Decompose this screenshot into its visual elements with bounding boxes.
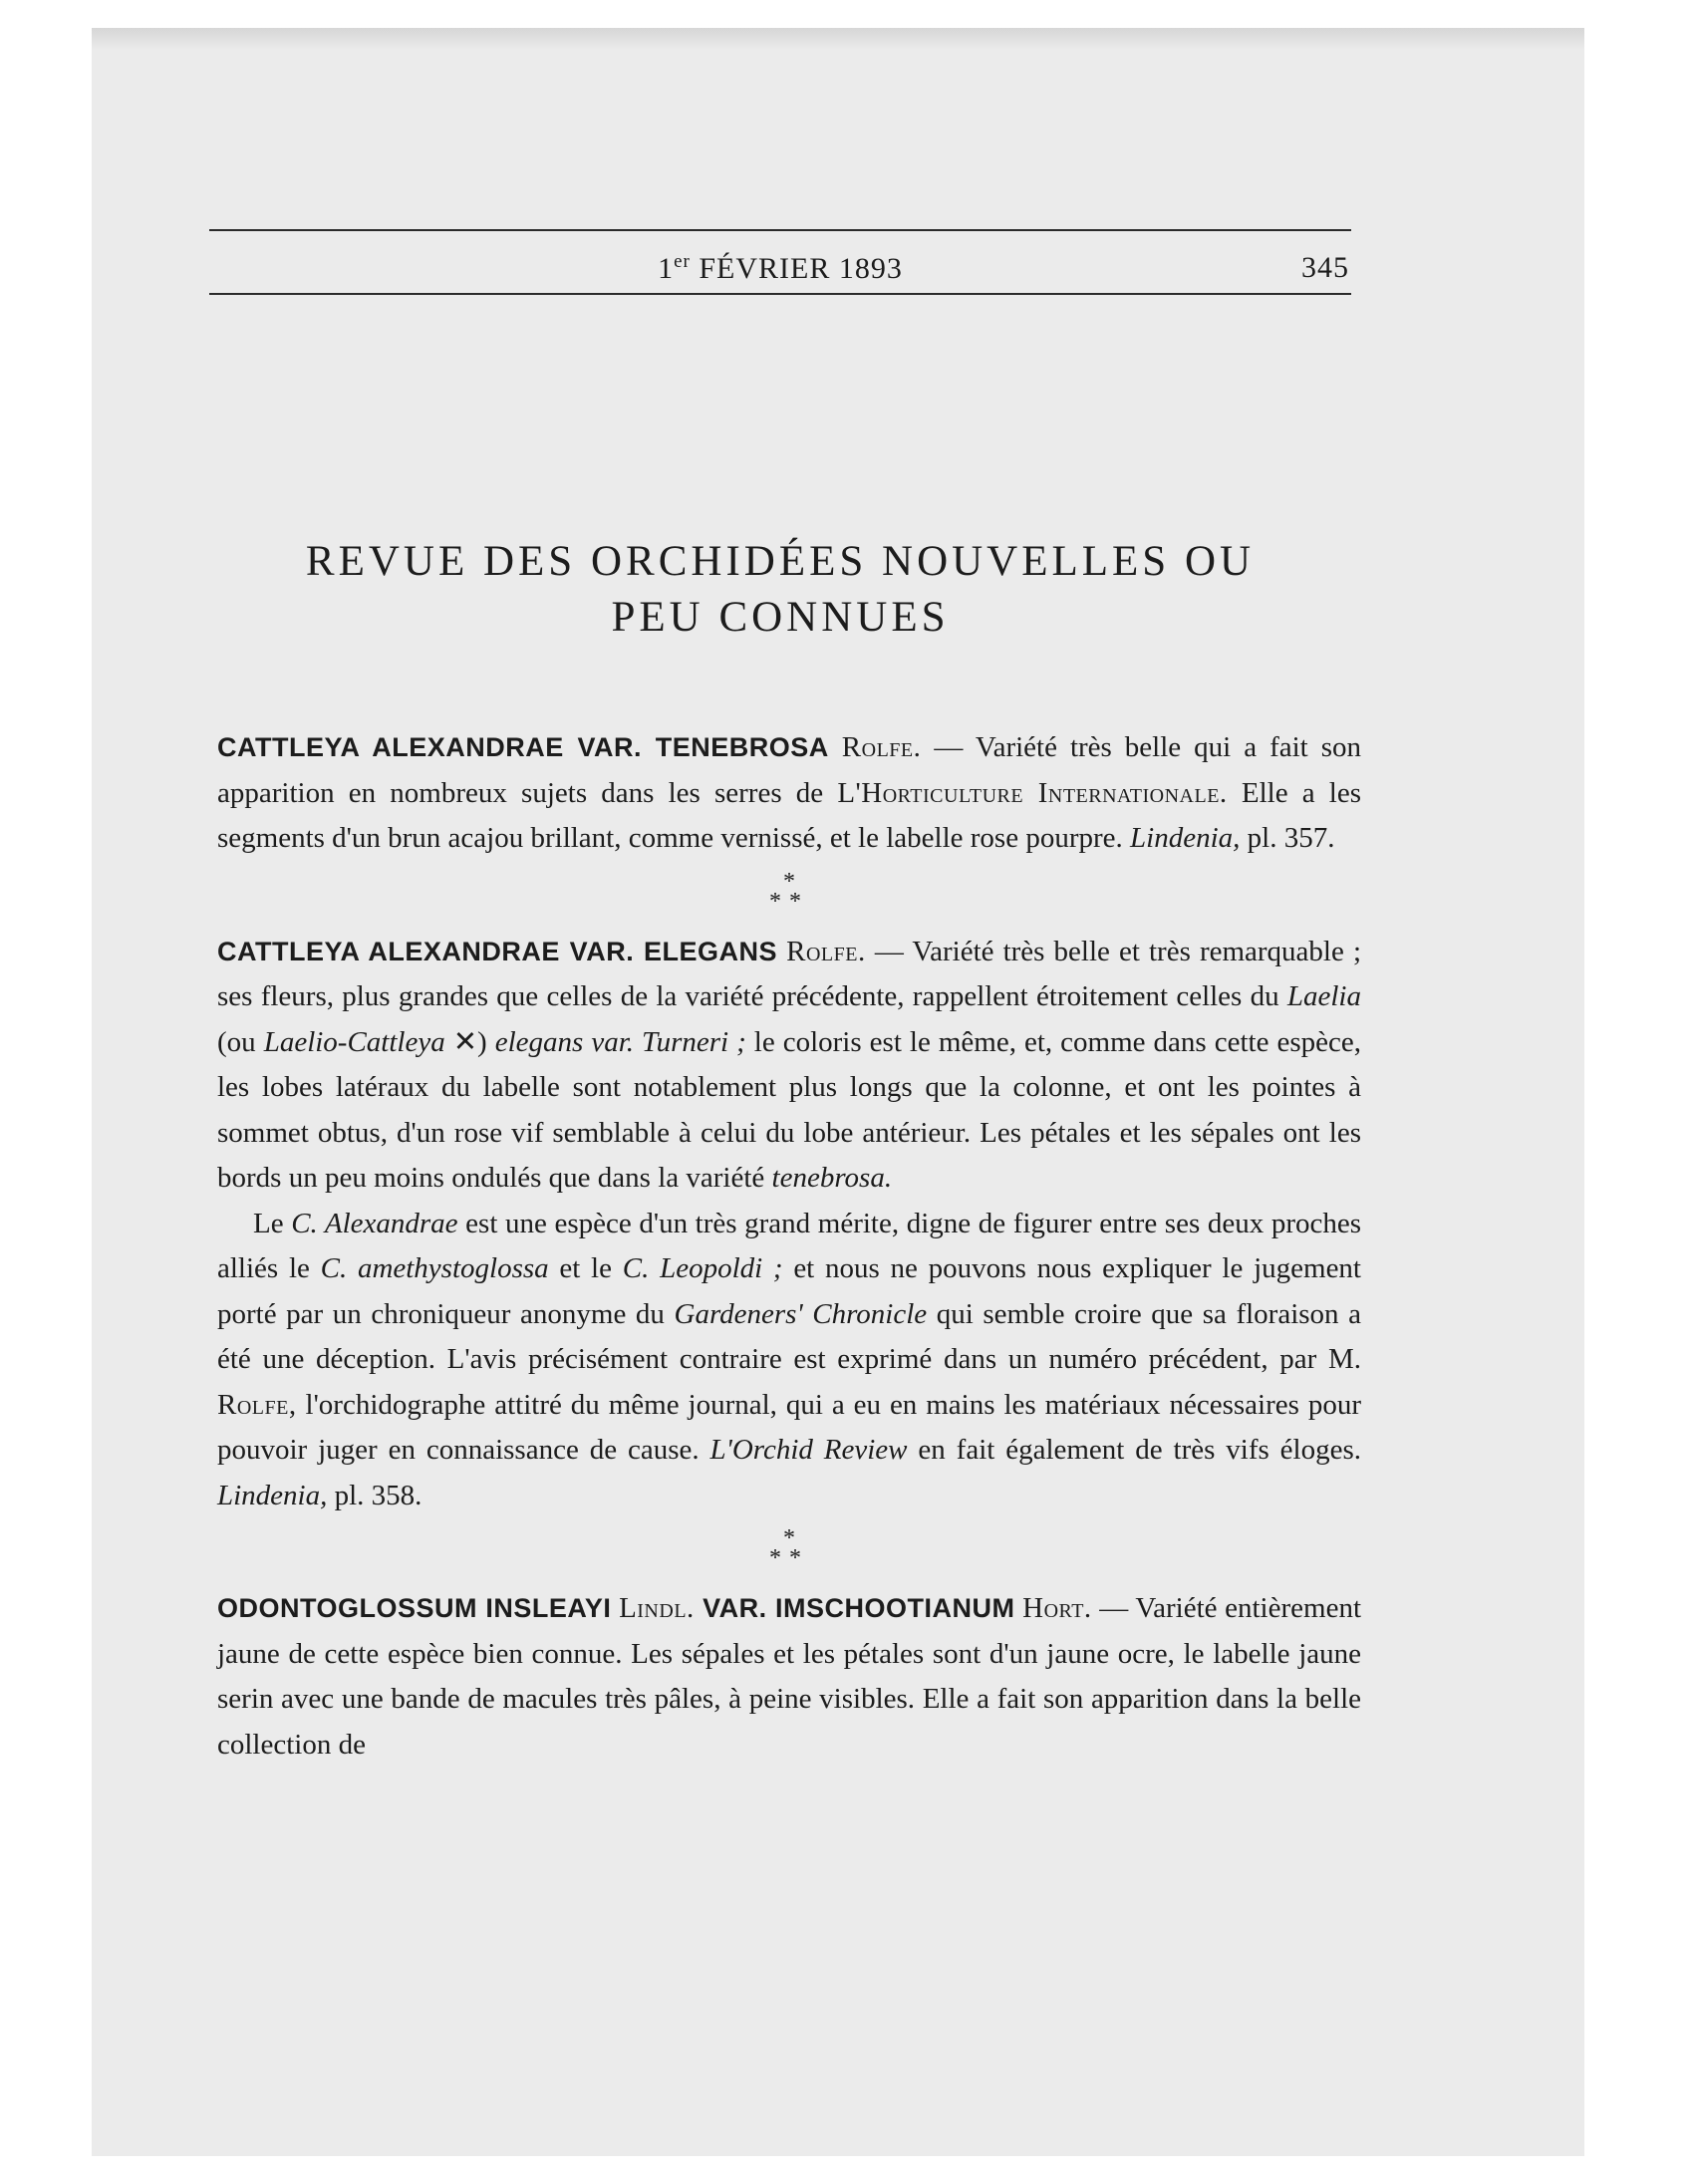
text-run: ✕): [444, 1025, 495, 1058]
scan-top-edge: [92, 28, 1584, 50]
text-run: — Variété très belle qui a fait son apparition en nombreux sujets dans les serres de: [217, 731, 1362, 809]
text-run: Le: [253, 1207, 292, 1239]
article-title: [209, 534, 1351, 646]
italic-run: tenebrosa.: [771, 1162, 893, 1194]
asterism-bottom: **: [769, 888, 809, 915]
entry-name: CATTLEYA ALEXANDRAE VAR. TENEBROSA: [217, 732, 829, 762]
title-line-1: REVUE DES ORCHIDÉES NOUVELLES OU: [305, 538, 1256, 585]
text-run: — Variété très belle et très remarquable ; ses fleurs, plus grandes que celles de la variété précédente, rappellent étroitement celles du: [217, 935, 1362, 1012]
text-run: pl. 358.: [327, 1479, 422, 1511]
asterism: [217, 870, 1361, 922]
text-run: pl. 357.: [1240, 822, 1335, 854]
italic-run: C. Alexandrae: [291, 1207, 458, 1239]
text-run: est une espèce d'un très grand mérite, digne de figurer entre ses deux proches alliés le: [217, 1207, 1362, 1284]
italic-run: L'Orchid Review: [709, 1434, 908, 1466]
text-run: l'orchidographe attitré du même journal, qui a eu en mains les matériaux nécessaires pour pouvoir juger en connaissance de cause.: [217, 1388, 1361, 1466]
header-date: [209, 251, 1351, 286]
italic-run: elegans var. Turneri ;: [494, 1025, 746, 1058]
article-body: [217, 725, 1361, 1768]
text-run: et le: [548, 1252, 623, 1284]
entry-name: CATTLEYA ALEXANDRAE VAR. ELEGANS: [217, 936, 778, 966]
italic-run: Lindenia,: [1130, 822, 1241, 854]
italic-run: Gardeners' Chronicle: [674, 1297, 928, 1330]
entry-author: Lindl.: [619, 1592, 695, 1624]
asterism-top: *: [783, 868, 795, 895]
date-month-year: FÉVRIER 1893: [690, 252, 903, 285]
title-line-2: PEU CONNUES: [611, 594, 950, 641]
text-run: qui semble croire que sa floraison a été une déception. L'avis précisément contraire est exprimé dans un numéro précédent, par M.: [217, 1297, 1361, 1375]
asterism-bottom: **: [769, 1545, 809, 1571]
entry-name: ODONTOGLOSSUM INSLEAYI: [217, 1593, 612, 1623]
entry-author: Hort.: [1022, 1592, 1092, 1624]
text-run: et nous ne pouvons nous expliquer le jugement porté par un chroniqueur anonyme du: [217, 1252, 1361, 1330]
date-ordinal: er: [674, 251, 691, 272]
entry-imschootianum: [217, 1586, 1361, 1768]
date-day: 1: [658, 252, 675, 285]
text-run: Elle a les segments d'un brun acajou brillant, comme vernissé, et le labelle rose pourpre.: [217, 776, 1361, 854]
text-run: le coloris est le même, et, comme dans cette espèce, les lobes latéraux du labelle sont notablement plus longs que la colonne, et ont les pointes à sommet obtus, d'un rose vif semblable à celui du lobe antérieur. Les pétales et les sépales ont les bords un peu moins ondulés que dans la variété: [217, 1025, 1361, 1194]
asterism: [217, 1526, 1361, 1578]
small-caps-run: L'Horticulture Internationale.: [837, 776, 1228, 809]
italic-run: C. amethystoglossa: [320, 1252, 549, 1284]
header-bottom-rule: [209, 293, 1351, 295]
paragraph-alexandrae: [217, 1202, 1361, 1519]
small-caps-run: Rolfe,: [217, 1388, 297, 1421]
italic-run: Laelia: [1286, 980, 1361, 1012]
italic-run: Laelio-Cattleya: [263, 1025, 445, 1058]
entry-tenebrosa: [217, 725, 1361, 862]
running-header: [209, 229, 1351, 295]
entry-elegans: [217, 930, 1361, 1202]
page-number: 345: [1301, 251, 1349, 284]
entry-variety: VAR. IMSCHOOTIANUM: [694, 1593, 1015, 1623]
italic-run: C. Leopoldi ;: [622, 1252, 783, 1284]
text-run: (ou: [217, 1025, 264, 1058]
entry-author: Rolfe.: [786, 935, 866, 967]
header-row: [209, 231, 1351, 293]
italic-run: Lindenia,: [217, 1479, 328, 1511]
asterism-top: *: [783, 1525, 795, 1551]
text-run: — Variété entièrement jaune de cette espèce bien connue. Les sépales et les pétales sont d'un jaune ocre, le labelle jaune serin avec une bande de macules très pâles, à peine visibles. Elle a fait son apparition dans la belle collection de: [217, 1592, 1362, 1761]
text-run: en fait également de très vifs éloges.: [907, 1434, 1361, 1466]
entry-author: Rolfe.: [841, 731, 922, 763]
